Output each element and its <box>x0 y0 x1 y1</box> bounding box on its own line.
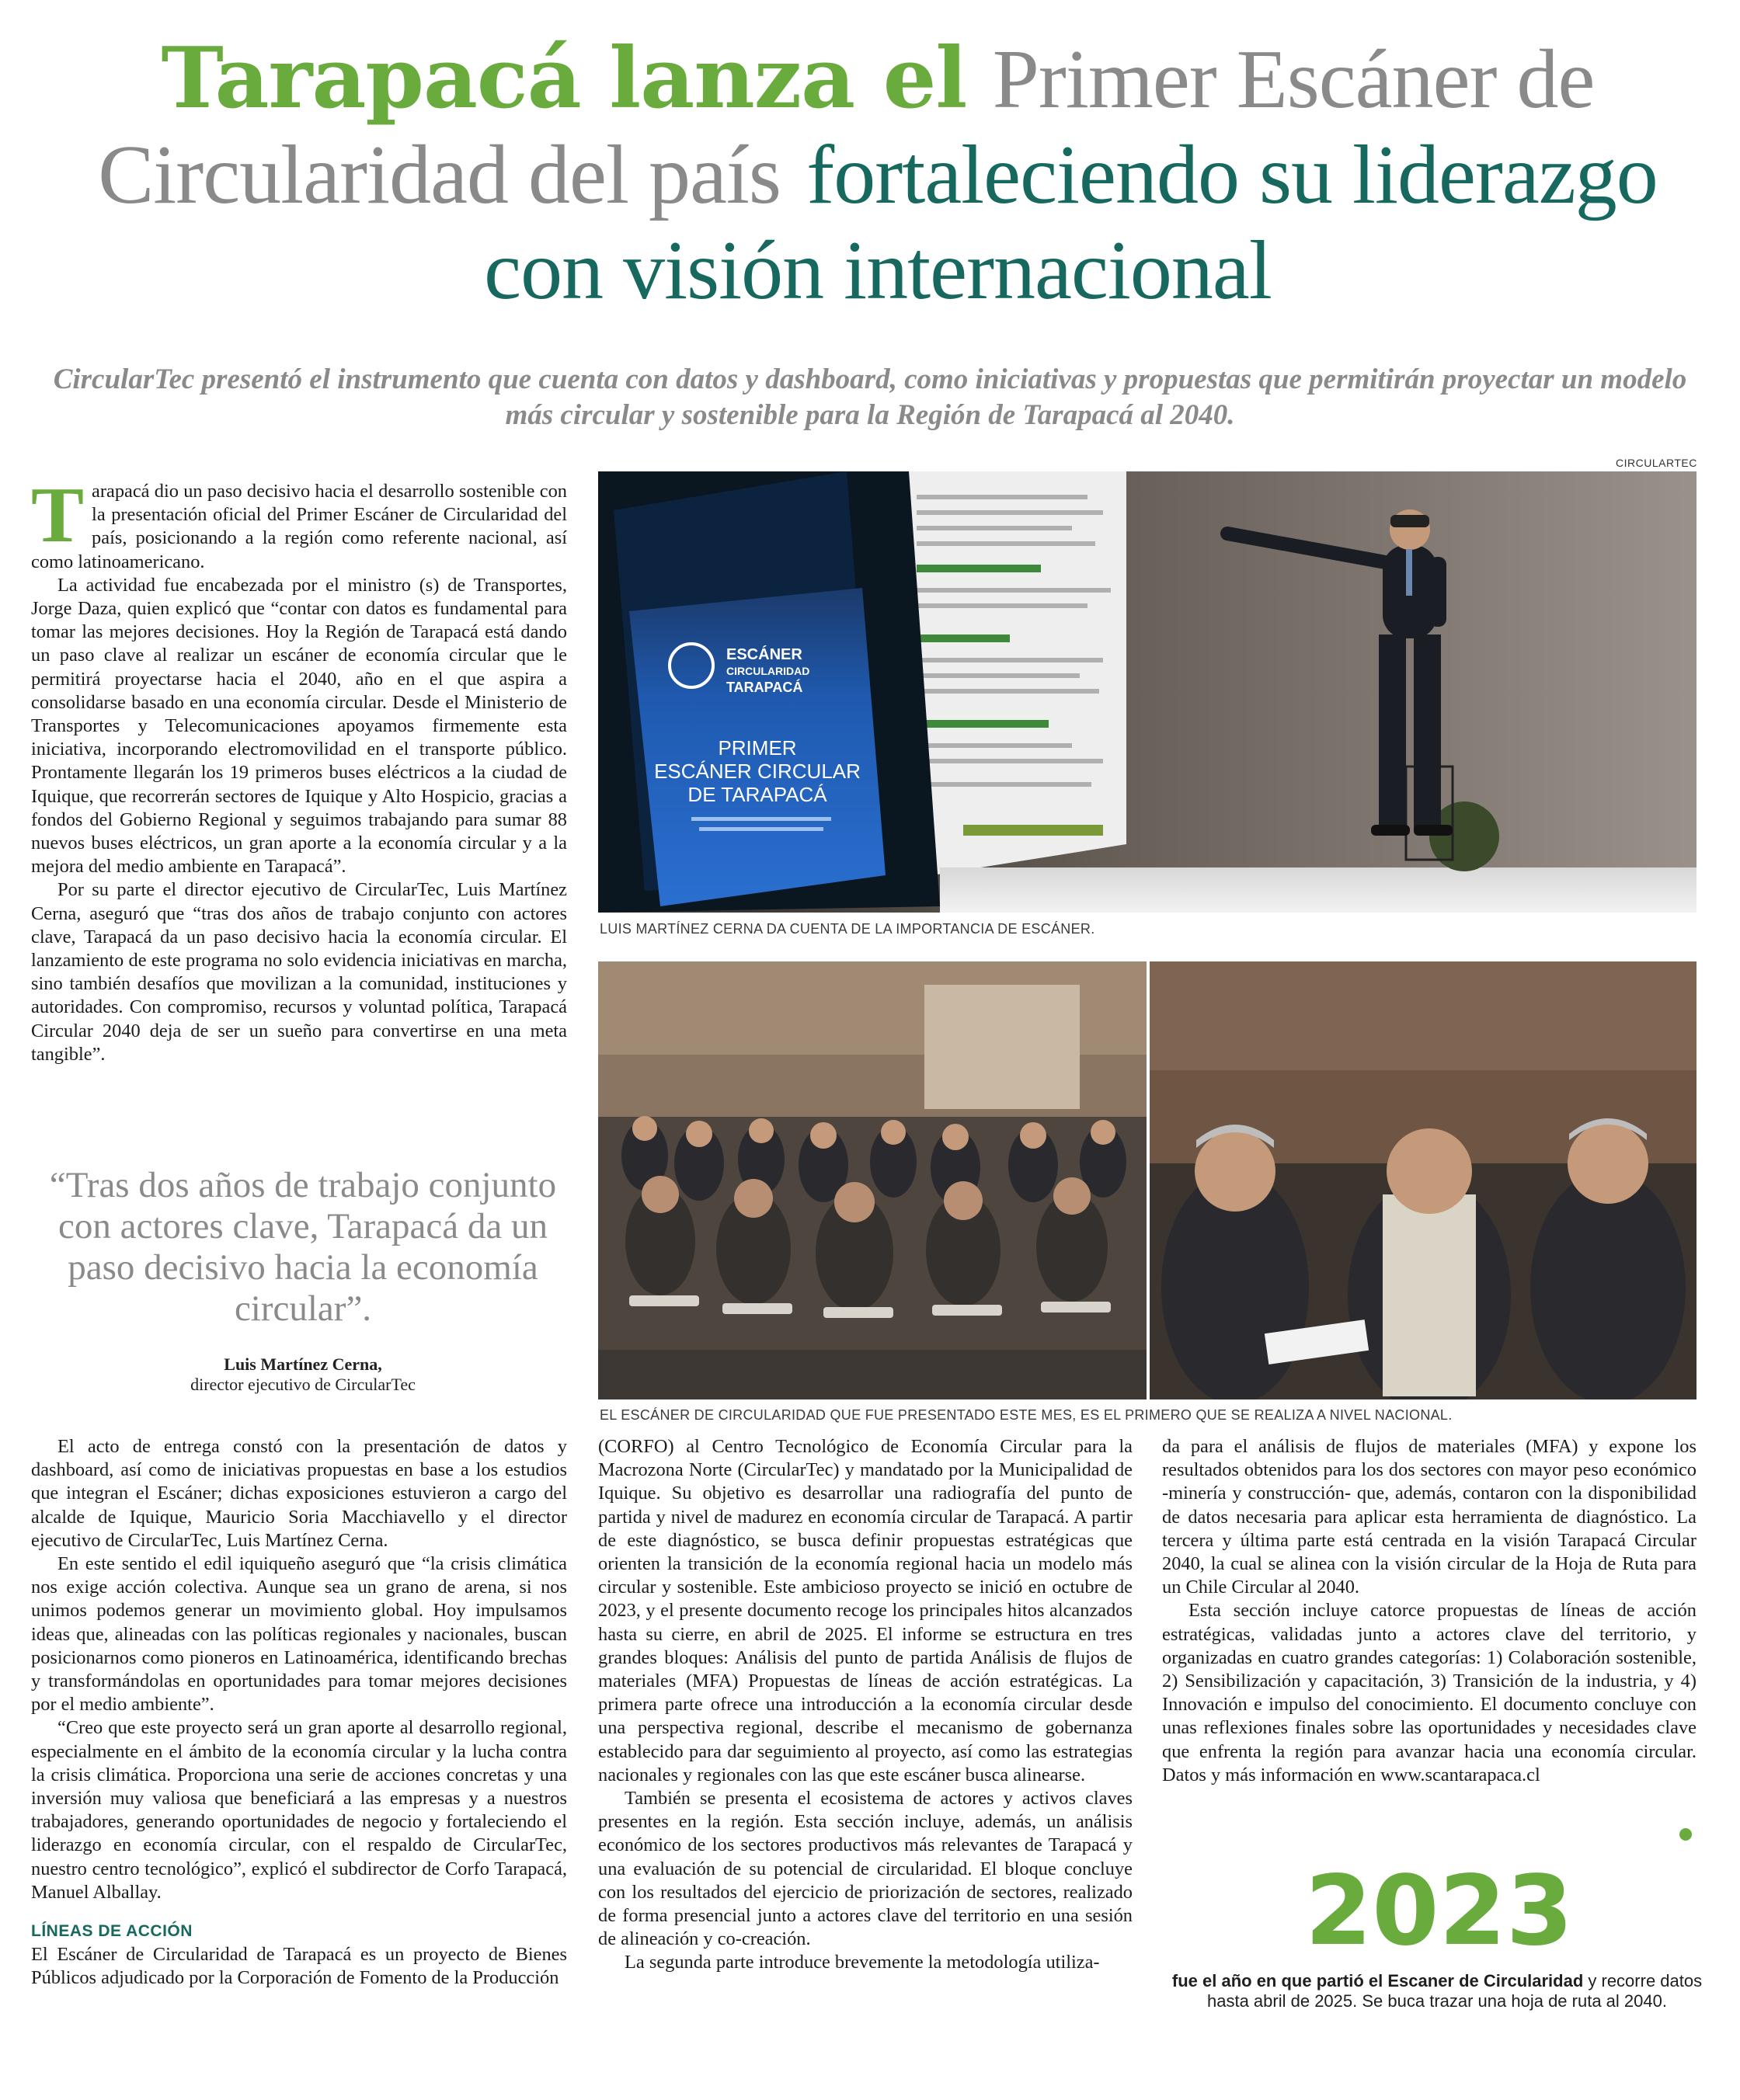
banner-title-line2: ESCÁNER CIRCULAR <box>654 760 861 783</box>
paragraph: También se presenta el ecosistema de actores y activos claves presentes en la región. Esta sección incluye, además, un análisis económico de los sectores productivos más relevantes de Tarapacá y una evaluación de su potencial de circularidad. El bloque concluye con los resultados del ejercicio de priorización de sectores, realizado de forma presencial junto a actores clave del territorio en una sesión de alineación y co-creación. <box>598 1788 1133 1950</box>
photo-audience-closeup <box>1150 961 1696 1399</box>
photo-audience-wide <box>598 961 1147 1399</box>
paragraph: (CORFO) al Centro Tecnológico de Economía Circular para la Macrozona Norte (CircularTec) y mandatado por la Municipalidad de Iquique. Su objetivo es desarrollar una radiografía del punto de partida y nivel de madurez en economía circular de Tarapacá. A partir de este diagnóstico, se busca definir propuestas estratégicas que orienten la transición de la economía regional hacia un modelo más circular y sostenible. Este ambicioso proyecto se inició en octubre de 2023, y el presente documento recoge los principales hitos alcanzados hasta su cierre, en abril de 2025. El informe se estructura en tres grandes bloques: Análisis del punto de partida Análisis de flujos de materiales (MFA) Propuestas de líneas de acción estratégicas. La primera parte ofrece una introducción a la economía circular desde una perspectiva regional, describe el mecanismo de gobernanza establecido para dar seguimiento al proyecto, así como las estrategias nacionales y regionales con las que este escáner busca alinearse. <box>598 1436 1133 1785</box>
paragraph: “Creo que este proyecto será un gran aporte al desarrollo regional, especialmente en el ámbito de la economía circular y la lucha contra la crisis climática. Proporciona una serie de acciones concretas y una inversión muy valiosa que beneficiará a las empresas y a nuestros trabajadores, generando oportunidades de negocio y fortaleciendo el liderazgo en economía circular, con el respaldo de CircularTec, nuestro centro tecnológico”, explicó el subdirector de Corfo Tarapacá, Manuel Alballay. <box>31 1717 567 1903</box>
quote-author-role: director ejecutivo de CircularTec <box>190 1375 416 1394</box>
paragraph: La segunda parte introduce brevemente la metodología utiliza- <box>625 1952 1100 1973</box>
headline-part1: Tarapacá lanza el <box>161 30 967 127</box>
paragraph: La actividad fue encabezada por el ministro (s) de Transportes, Jorge Daza, quien explicó que “contar con datos es fundamental para tomar las mejores decisiones. Hoy la Región de Tarapacá está dando un paso clave al realizar un escáner de economía circular que le permitirá proyectarse hacia el 2040, año en el que aspira a consolidarse basado en una economía circular. Desde el Ministerio de Transportes y Telecomunicaciones apoyamos firmemente esta iniciativa, incorporando electromovilidad en el transporte público. Prontamente llegarán los 19 primeros buses eléctricos a la ciudad de Iquique, que recorrerán sectores de Iquique y Alto Hospicio, gracias a fondos del Gobierno Regional y seguimos trabajando para sumar 88 nuevos buses eléctricos, un gran aporte a la economía circular y a la mejora del medio ambiente en Tarapacá”. <box>31 574 567 878</box>
headline-part2: Primer Escáner de Circularidad del país <box>98 33 1595 221</box>
drop-cap: T <box>31 471 85 559</box>
paragraph: da para el análisis de flujos de materiales (MFA) y expone los resultados obtenidos para los dos sectores con mayor peso económico -minería y construcción- que, además, contaron con la disponibilidad de datos necesaria para aplicar esta herramienta de diagnóstico. La tercera y última parte está centrada en la visión Tarapacá Circular 2040, la cual se alinea con la visión circular de la Hoja de Ruta para un Chile Circular al 2040. <box>1162 1436 1696 1598</box>
paragraph: En este sentido el edil iquiqueño aseguró que “la crisis climática nos exige acción colectiva. Aunque sea un grano de arena, si nos unimos podemos generar un movimiento global. Hoy impulsamos ideas que, alineadas con las políticas regionales y nacionales, buscan posicionarnos como pioneros en Latinoamérica, identificando brechas y transformándolas en oportunidades para tomar mejores decisiones por el medio ambiente”. <box>31 1553 567 1716</box>
banner-logo-line3: TARAPACÁ <box>726 680 803 695</box>
column-1-top <box>31 471 567 1066</box>
photo-presentation <box>598 471 1696 913</box>
intro-paragraph: Tarapacá dio un paso decisivo hacia el desarrollo sostenible con la presentación oficial del Primer Escáner de Circularidad del país, posicionando a la región como referente nacional, así como latinoamericano. <box>31 471 567 572</box>
callout-caption <box>1165 1971 1709 2011</box>
quote-author-name: Luis Martínez Cerna, <box>224 1354 382 1374</box>
banner-title-line1: PRIMER <box>718 736 797 760</box>
column-2 <box>598 1435 1133 1975</box>
subtitle: CircularTec presentó el instrumento que cuenta con datos y dashboard, como iniciativas y propuestas que permitirán proyectar un modelo más circular y sostenible para la Región de Tarapacá al 2040. <box>53 363 1687 431</box>
end-mark-dot <box>1679 1828 1692 1841</box>
headline-part3: fortaleciendo su liderazgo con visión internacional <box>484 129 1658 317</box>
audience-scene <box>598 961 1147 1399</box>
banner-logo-line2: CIRCULARIDAD <box>726 665 810 677</box>
paragraph: Esta sección incluye catorce propuestas de líneas de acción estratégicas, validadas junto a actores clave del territorio, y organizadas en cuatro grandes categorías: 1) Colaboración sostenible, 2) Sensibilización y capacitación, 3) Transición de la industria, y 4) Innovación e impulso del conocimiento. El documento concluye con unas reflexiones finales sobre las oportunidades y necesidades clave que enfrenta la región para avanzar hacia una economía circular. Datos y más información en www.scantarapaca.cl <box>1162 1600 1696 1785</box>
photo-caption-1: LUIS MARTÍNEZ CERNA DA CUENTA DE LA IMPORTANCIA DE ESCÁNER. <box>600 921 1095 937</box>
photo-caption-2: EL ESCÁNER DE CIRCULARIDAD QUE FUE PRESENTADO ESTE MES, ES EL PRIMERO QUE SE REALIZA A NIVEL NACIONAL. <box>600 1407 1453 1423</box>
banner-logo-line1: ESCÁNER <box>726 646 802 663</box>
callout-year: 2023 <box>1305 1855 1574 1967</box>
column-1-bottom <box>31 1435 567 1990</box>
paragraph: El acto de entrega constó con la presentación de datos y dashboard, así como de iniciativas propuestas en base a los estudios que integran el Escáner; dichas exposiciones estuvieron a cargo del alcalde de Iquique, Mauricio Soria Macchiavello y el director ejecutivo de CircularTec, Luis Martínez Cerna. <box>31 1436 567 1551</box>
banner-title-line3: DE TARAPACÁ <box>687 783 827 806</box>
paragraph: El Escáner de Circularidad de Tarapacá es un proyecto de Bienes Públicos adjudicado por la Corporación de Fomento de la Producción <box>31 1944 567 1989</box>
column-3 <box>1162 1435 1696 1787</box>
paragraph: Por su parte el director ejecutivo de CircularTec, Luis Martínez Cerna, aseguró que “tras dos años de trabajo conjunto con actores clave, Tarapacá da un paso decisivo hacia la economía circular. El lanzamiento de este programa no solo evidencia iniciativas en marcha, sino también desafíos que movilizan a la comunidad, instituciones y autoridades. Con compromiso, recursos y voluntad política, Tarapacá Circular 2040 deja de ser un sueño para convertirse en una meta tangible”. <box>31 879 567 1065</box>
quote-attribution <box>31 1354 575 1395</box>
photo-credit: CIRCULARTEC <box>1616 457 1697 469</box>
pull-quote: “Tras dos años de trabajo conjunto con actores clave, Tarapacá da un paso decisivo hacia la economía circular”. <box>49 1165 557 1329</box>
presentation-scene <box>598 471 1696 913</box>
headline <box>62 31 1693 318</box>
callout-caption-bold: fue el año en que partió el Escaner de Circularidad <box>1171 1971 1584 1990</box>
audience-closeup-scene <box>1150 961 1696 1399</box>
callout-caption-rest: y recorre datos hasta abril de 2025. Se buca trazar una hoja de ruta al 2040. <box>1207 1971 1703 2011</box>
section-heading: LÍNEAS DE ACCIÓN <box>31 1922 193 1941</box>
